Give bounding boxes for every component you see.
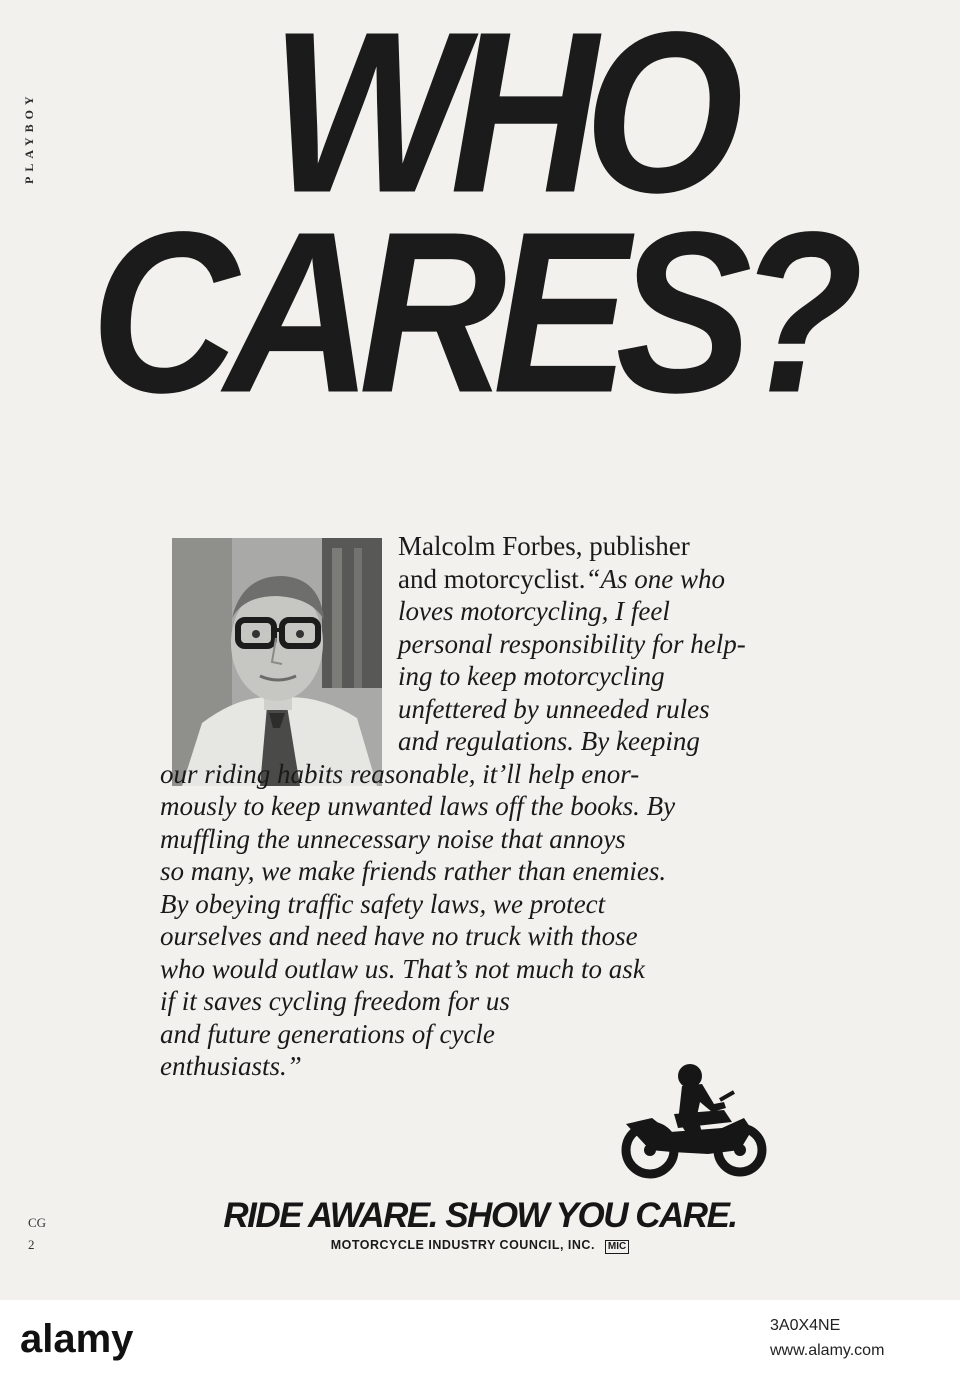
headline-line-2: CARES? (90, 184, 850, 441)
quote-line: ourselves and need have no truck with those (160, 921, 638, 951)
quote-line: muffling the unnecessary noise that annoys (160, 823, 626, 854)
quote-line: and future generations of cycle (160, 1018, 495, 1049)
alamy-logo-text: alamy (20, 1317, 134, 1361)
page-code (28, 1212, 58, 1256)
alamy-logo (0, 1314, 134, 1364)
source-url: www.alamy.com (770, 1342, 885, 1359)
quote-line: unfettered by unneeded rules (398, 693, 710, 724)
quote-line: enthusiasts.” (160, 1051, 302, 1081)
image-id: 3A0X4NE (770, 1317, 841, 1334)
sponsor-name: MOTORCYCLE INDUSTRY COUNCIL, INC. (330, 1238, 595, 1252)
quote-line: our riding habits reasonable, it’ll help enor- (160, 758, 640, 789)
quote-line: personal responsibility for help- (398, 628, 746, 659)
magazine-name: PLAYBOY (22, 91, 36, 184)
page-code-line-1: CG (28, 1215, 47, 1230)
sponsor-logo: MIC (605, 1240, 629, 1254)
quote-line: if it saves cycling freedom for us (160, 986, 510, 1016)
quote-line: and motorcyclist.“As one who (398, 563, 725, 594)
quote-line: so many, we make friends rather than enemies. (160, 856, 667, 886)
quote-body (160, 530, 850, 1083)
page-code-line-2: 2 (28, 1237, 35, 1252)
quote-line: Malcolm Forbes, publisher (398, 531, 690, 561)
headline (90, 0, 860, 441)
quote-line: who would outlaw us. That’s not much to ask (160, 953, 645, 984)
quote-line: ing to keep motorcycling (398, 661, 665, 691)
motorcycle-rider-icon (612, 1062, 772, 1182)
sponsor-line (0, 1238, 960, 1254)
quote-line: mously to keep unwanted laws off the books. By (160, 791, 676, 821)
tagline: RIDE AWARE. SHOW YOU CARE. (223, 1196, 737, 1235)
quote-line: By obeying traffic safety laws, we protect (160, 888, 606, 919)
quote-line: loves motorcycling, I feel (398, 596, 670, 626)
headline-line-1: WHO (270, 0, 730, 241)
quote-line: and regulations. By keeping (398, 726, 700, 756)
